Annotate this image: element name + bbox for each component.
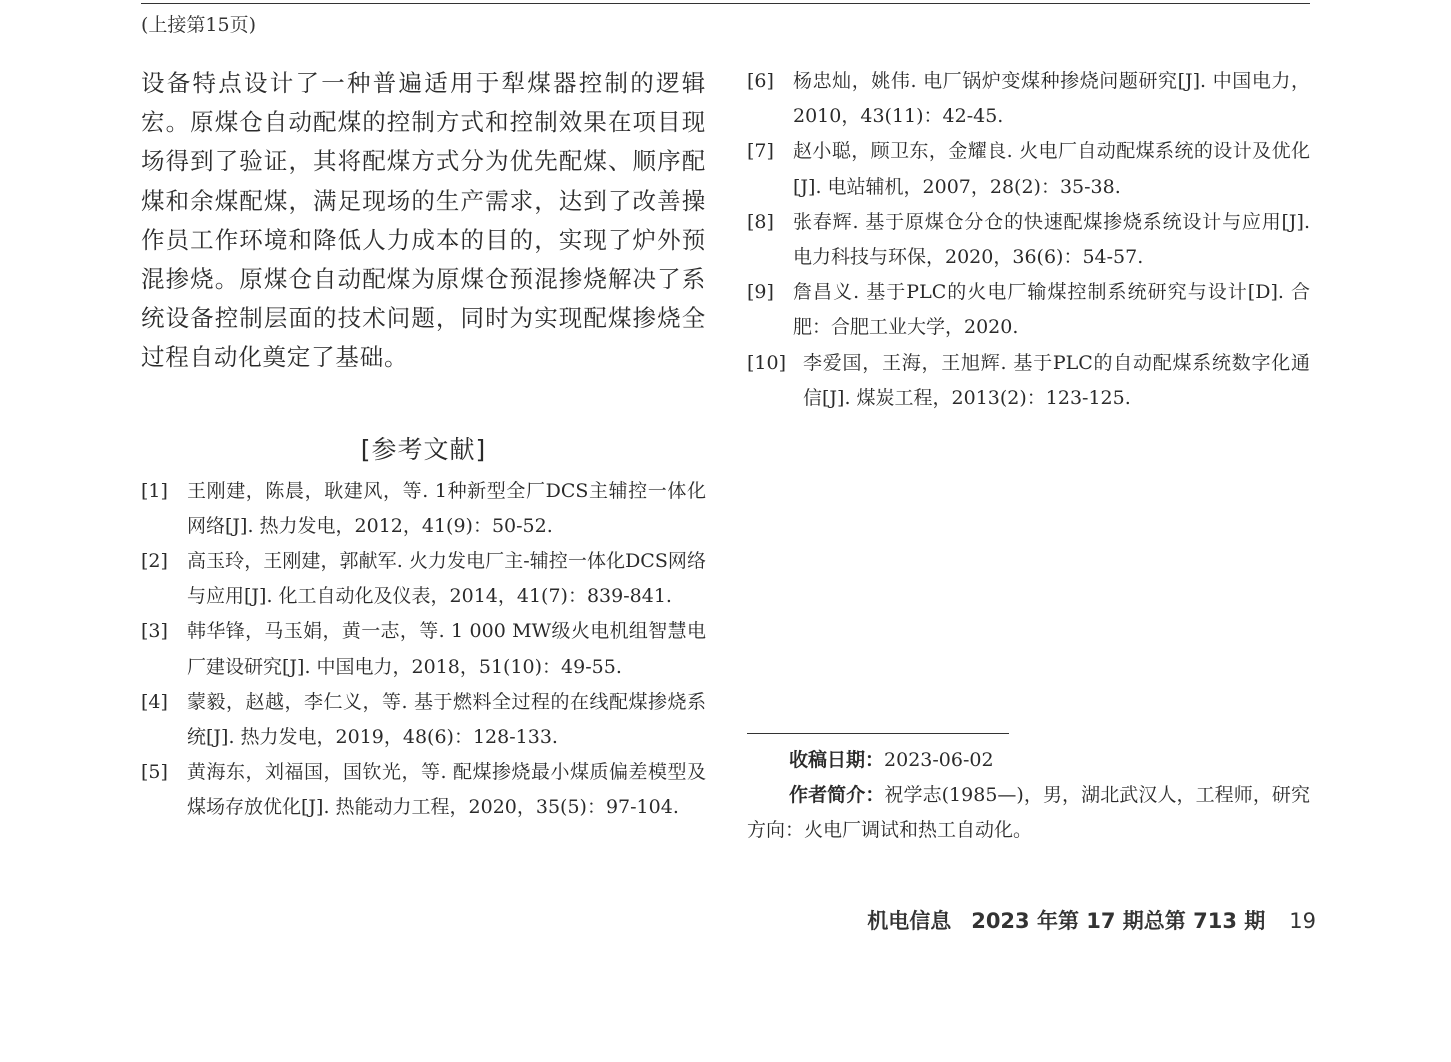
- reference-item: [747, 346, 1310, 416]
- reference-text: 李爱国，王海，王旭辉. 基于PLC的自动配煤系统数字化通信[J]. 煤炭工程，2013(2)：123-125.: [803, 351, 1310, 409]
- reference-text: 詹昌义. 基于PLC的火电厂输煤控制系统研究与设计[D]. 合肥：合肥工业大学，2020.: [793, 281, 1310, 339]
- reference-text: 蒙毅，赵越，李仁义，等. 基于燃料全过程的在线配煤掺烧系统[J]. 热力发电，2019，48(6)：128-133.: [187, 690, 706, 749]
- reference-number: [1]: [141, 479, 168, 502]
- reference-text: 杨忠灿，姚伟. 电厂锅炉变煤种掺烧问题研究[J]. 中国电力，2010，43(11)：42-45.: [793, 70, 1310, 128]
- reference-text: 韩华锋，马玉娟，黄一志，等. 1 000 MW级火电机组智慧电厂建设研究[J]. 中国电力，2018，51(10)：49-55.: [187, 620, 706, 678]
- reference-number: [10]: [747, 351, 787, 374]
- top-rule: [141, 3, 1310, 4]
- right-column: [747, 64, 1310, 416]
- reference-text: 王刚建，陈晨，耿建风，等. 1种新型全厂DCS主辅控一体化网络[J]. 热力发电，2012，41(9)：50-52.: [187, 479, 706, 537]
- author-bio: [747, 778, 1310, 848]
- reference-text: 黄海东，刘福国，国钦光，等. 配煤掺烧最小煤质偏差模型及煤场存放优化[J]. 热能动力工程，2020，35(5)：97-104.: [187, 761, 706, 819]
- reference-number: [5]: [141, 761, 168, 784]
- reference-number: [2]: [141, 550, 168, 573]
- reference-text: 高玉玲，王刚建，郭献军. 火力发电厂主-辅控一体化DCS网络与应用[J]. 化工自动化及仪表，2014，41(7)：839-841.: [187, 550, 706, 608]
- footnote-rule: [747, 733, 1009, 734]
- left-column: [141, 64, 706, 826]
- author-label: 作者简介：: [789, 784, 885, 807]
- reference-item: [141, 474, 706, 544]
- page-footer: [867, 905, 1316, 935]
- conclusion-paragraph: 设备特点设计了一种普遍适用于犁煤器控制的逻辑宏。原煤仓自动配煤的控制方式和控制效果在项目现场得到了验证，其将配煤方式分为优先配煤、顺序配煤和余煤配煤，满足现场的生产需求，达到了改善操作员工作环境和降低人力成本的目的，实现了炉外预混掺烧。原煤仓自动配煤为原煤仓预混掺烧解决了系统设备控制层面的技术问题，同时为实现配煤掺烧全过程自动化奠定了基础。: [141, 69, 706, 372]
- reference-number: [7]: [747, 140, 774, 163]
- reference-item: [141, 614, 706, 684]
- reference-item: [141, 685, 706, 755]
- reference-item: [141, 755, 706, 825]
- reference-list-right: [747, 64, 1310, 416]
- article-meta: [747, 743, 1310, 849]
- page-number: 19: [1289, 909, 1316, 933]
- reference-item: [141, 544, 706, 614]
- references-heading: [参考文献]: [360, 434, 487, 464]
- issue-info: 2023 年第 17 期总第 713 期: [971, 909, 1266, 933]
- reference-number: [6]: [747, 70, 774, 92]
- reference-item: [747, 205, 1310, 275]
- reference-item: [747, 134, 1310, 204]
- continued-from-note: (上接第15页): [141, 14, 257, 36]
- reference-number: [4]: [141, 690, 168, 713]
- reference-number: [3]: [141, 620, 168, 643]
- received-label: 收稿日期：: [789, 749, 885, 771]
- reference-text: 赵小聪，顾卫东，金耀良. 火电厂自动配煤系统的设计及优化[J]. 电站辅机，2007，28(2)：35-38.: [793, 140, 1310, 198]
- reference-number: [9]: [747, 281, 774, 304]
- journal-name: 机电信息: [867, 909, 952, 933]
- received-value: 2023-06-02: [884, 749, 994, 771]
- reference-text: 张春辉. 基于原煤仓分仓的快速配煤掺烧系统设计与应用[J]. 电力科技与环保，2020，36(6)：54-57.: [793, 210, 1310, 269]
- author-value: 祝学志(1985—)，男，湖北武汉人，工程师，研究方向：火电厂调试和热工自动化。: [747, 784, 1310, 842]
- received-date: [747, 743, 1310, 778]
- reference-number: [8]: [747, 210, 774, 233]
- reference-item: [747, 64, 1310, 134]
- reference-item: [747, 275, 1310, 345]
- reference-list-left: [141, 474, 706, 826]
